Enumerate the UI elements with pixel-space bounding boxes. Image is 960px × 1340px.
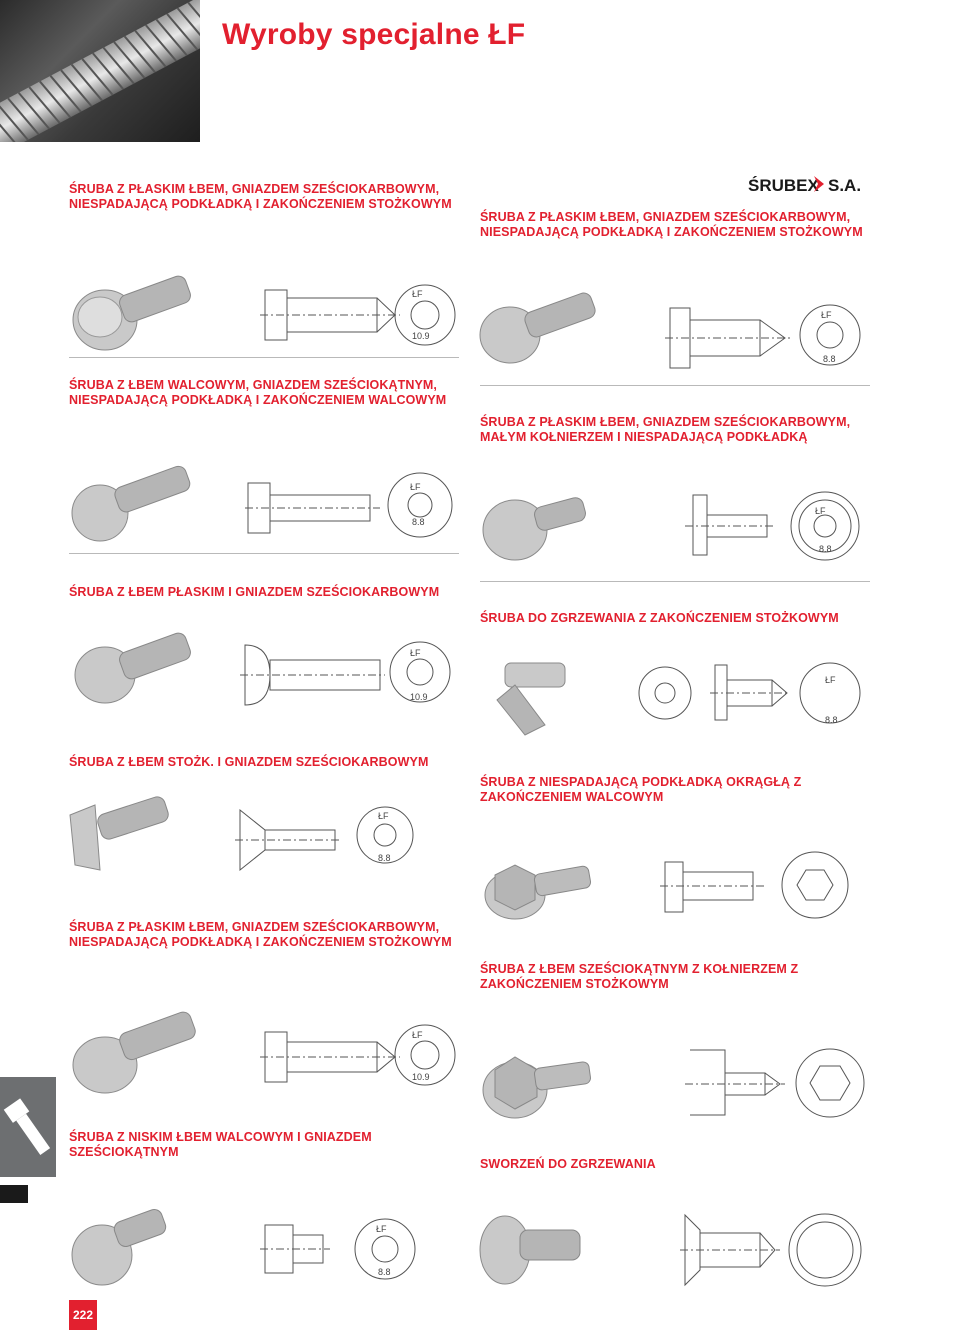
marking-top: ŁF [410, 482, 421, 492]
screw-photo [73, 1010, 197, 1093]
product-8-drawing [475, 840, 875, 930]
product-title: ŚRUBA Z PŁASKIM ŁBEM, GNIAZDEM SZEŚCIOKARBOWYM, NIESPADAJĄCĄ PODKŁADKĄ I ZAKOŃCZENIEM STOŻKOWYM [480, 210, 863, 239]
marking-bottom: 8.8 [378, 853, 391, 863]
screw-photo [480, 291, 597, 363]
page-number: 222 [69, 1300, 97, 1330]
product-title: ŚRUBA Z ŁBEM PŁASKIM I GNIAZDEM SZEŚCIOKARBOWYM [69, 585, 440, 599]
screw-photo [73, 274, 193, 350]
screw-photo [70, 795, 170, 870]
technical-drawing [685, 492, 859, 560]
product-7-drawing [60, 795, 460, 880]
screw-photo [72, 1207, 168, 1285]
technical-drawing [260, 1219, 415, 1279]
logo-text: ŚRUBEX [748, 176, 819, 195]
company-logo [748, 172, 868, 196]
product-title: ŚRUBA Z PŁASKIM ŁBEM, GNIAZDEM SZEŚCIOKARBOWYM, NIESPADAJĄCĄ PODKŁADKĄ I ZAKOŃCZENIEM STOŻKOWYM [69, 920, 452, 949]
product-11-drawing [60, 1205, 460, 1300]
product-3-drawing [60, 465, 460, 550]
marking-top: ŁF [378, 811, 389, 821]
screw-photo [483, 1057, 591, 1118]
marking-top: ŁF [376, 1224, 387, 1234]
product-title: ŚRUBA Z ŁBEM SZEŚCIOKĄTNYM Z KOŁNIERZEM Z ZAKOŃCZENIEM STOŻKOWYM [480, 962, 799, 991]
product-title: ŚRUBA Z ŁBEM WALCOWYM, GNIAZDEM SZEŚCIOKĄTNYM, NIESPADAJĄCĄ PODKŁADKĄ I ZAKOŃCZENIEM WALCOWYM [69, 378, 447, 407]
logo-suffix: S.A. [828, 176, 862, 195]
section-marker [0, 1185, 28, 1203]
divider [480, 581, 870, 582]
product-10-drawing [475, 1035, 875, 1130]
marking-bottom: 8.8 [819, 544, 832, 554]
marking-bottom: 10.9 [410, 692, 428, 702]
marking-bottom: 8.8 [825, 715, 838, 725]
product-3 [69, 378, 459, 407]
product-1-drawing [60, 265, 460, 360]
product-2 [480, 210, 870, 239]
technical-drawing [639, 663, 860, 723]
product-6-drawing [475, 655, 875, 740]
product-4 [480, 415, 870, 444]
product-title: ŚRUBA DO ZGRZEWANIA Z ZAKOŃCZENIEM STOŻKOWYM [480, 611, 839, 625]
product-12-drawing [475, 1205, 875, 1295]
product-title: ŚRUBA Z PŁASKIM ŁBEM, GNIAZDEM SZEŚCIOKARBOWYM, MAŁYM KOŁNIERZEM I NIESPADAJĄCĄ PODKŁADKĄ [480, 415, 851, 444]
marking-top: ŁF [821, 310, 832, 320]
marking-bottom: 10.9 [412, 331, 430, 341]
marking-top: ŁF [815, 506, 826, 516]
product-8 [480, 775, 870, 804]
marking-bottom: 8.8 [378, 1267, 391, 1277]
page-title: Wyroby specjalne ŁF [222, 18, 526, 51]
technical-drawing [245, 473, 452, 537]
screw-photo [75, 631, 193, 703]
product-title: ŚRUBA Z ŁBEM STOŻK. I GNIAZDEM SZEŚCIOKARBOWYM [69, 755, 429, 769]
marking-top: ŁF [410, 648, 421, 658]
marking-top: ŁF [825, 675, 836, 685]
product-6 [480, 611, 870, 626]
header-photo [0, 0, 200, 142]
divider [69, 553, 459, 554]
technical-drawing [660, 852, 848, 918]
product-2-drawing [475, 290, 875, 385]
product-9-drawing [60, 1010, 460, 1100]
product-title: ŚRUBA Z NISKIM ŁBEM WALCOWYM I GNIAZDEM SZEŚCIOKĄTNYM [69, 1130, 372, 1159]
technical-drawing [680, 1214, 861, 1286]
product-5 [69, 585, 459, 600]
divider [480, 385, 870, 386]
screw-photo [480, 1216, 580, 1284]
product-1 [69, 182, 459, 211]
product-title: ŚRUBA Z NIESPADAJĄCĄ PODKŁADKĄ OKRĄGŁĄ Z ZAKOŃCZENIEM WALCOWYM [480, 775, 802, 804]
product-12 [480, 1157, 870, 1172]
product-4-drawing [475, 490, 875, 570]
product-9 [69, 920, 459, 949]
marking-top: ŁF [412, 1030, 423, 1040]
bolt-icon [0, 1077, 56, 1177]
technical-drawing [685, 1049, 864, 1117]
product-7 [69, 755, 459, 770]
product-title: ŚRUBA Z PŁASKIM ŁBEM, GNIAZDEM SZEŚCIOKARBOWYM, NIESPADAJĄCĄ PODKŁADKĄ I ZAKOŃCZENIEM STOŻKOWYM [69, 182, 452, 211]
screw-photo [485, 865, 591, 919]
marking-bottom: 8.8 [412, 517, 425, 527]
product-5-drawing [60, 630, 460, 710]
marking-bottom: 8.8 [823, 354, 836, 364]
marking-bottom: 10.9 [412, 1072, 430, 1082]
marking-top: ŁF [412, 289, 423, 299]
product-11 [69, 1130, 459, 1159]
screw-photo [483, 496, 587, 560]
screw-photo [497, 663, 565, 735]
product-title: SWORZEŃ DO ZGRZEWANIA [480, 1157, 656, 1171]
section-tab [0, 1077, 56, 1177]
product-10 [480, 962, 870, 991]
screw-photo [72, 465, 192, 541]
